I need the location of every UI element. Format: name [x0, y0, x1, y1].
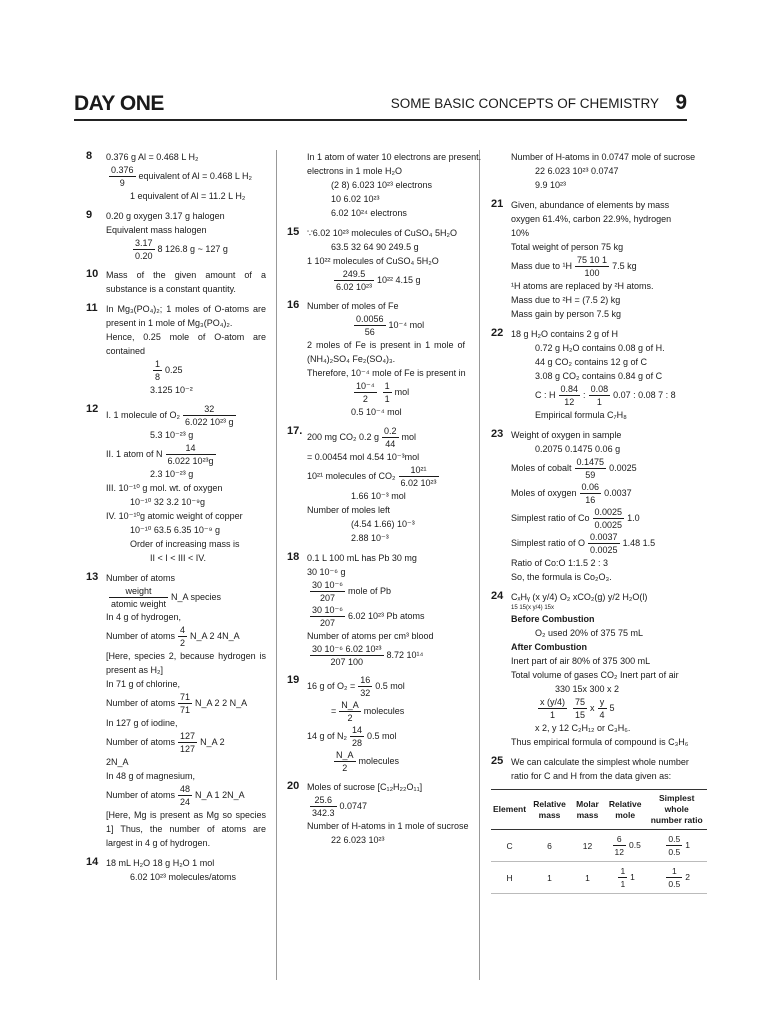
fraction: $\frac{0.1475}{59}$ — [576, 457, 605, 480]
fraction: $\frac{0.84}{12}$ — [560, 384, 579, 407]
column-header: Molar mass — [571, 790, 604, 830]
fraction: $\frac{\text{30 10⁻⁶}}{207}$ — [312, 605, 343, 628]
question-15 — [287, 226, 465, 293]
text-line: [Here, species 2, because hydrogen is present as H₂] — [106, 651, 266, 675]
question-number: 15 — [287, 226, 300, 238]
text-line: 18 mL H₂O 18 g H₂O 1 mol — [106, 858, 215, 868]
column-header: Element — [491, 790, 528, 830]
header-rule — [74, 119, 687, 121]
table-cell: $\frac{6}{12}$ 0.5 — [604, 830, 646, 862]
fraction: $\frac{\text{30 10⁻⁶}}{207}$ — [312, 580, 343, 603]
text-line: 30 10⁻⁶ g — [307, 567, 346, 577]
fraction: $\frac{25.6}{342.3}$ — [312, 795, 335, 818]
fraction: $\frac{0.376}{9}$ — [111, 165, 134, 188]
text-line: N_A species — [171, 591, 222, 602]
question-12 — [86, 403, 266, 565]
text-line: [Here, Mg is present as Mg so species 1] Thus, the number of atoms are largest in 4 g of hydrogen. — [106, 810, 266, 848]
question-number: 25 — [491, 755, 504, 767]
text-line: equivalent of Al = 0.468 L H₂ — [138, 170, 253, 181]
question-24 — [491, 590, 711, 749]
text-line: 8 126.8 g ~ 127 g — [157, 243, 228, 254]
text-line: = 0.00454 mol 4.54 10⁻³mol — [307, 452, 420, 462]
text-line: Mass of the given amount of a substance is a constant quantity. — [106, 270, 266, 294]
fraction: $\frac{4}{2}$ — [180, 625, 186, 648]
text-line: 330 15x 300 x 2 — [555, 684, 620, 694]
subheading: After Combustion — [511, 642, 587, 652]
question-number: 18 — [287, 551, 300, 563]
day-title: DAY ONE — [74, 92, 164, 115]
text-line: 0.5 10⁻⁴ mol — [351, 407, 402, 417]
text-line: 0.376 g Al = 0.468 L H₂ — [106, 152, 199, 162]
text-line: Empirical formula C₇H₈ — [535, 410, 627, 420]
question-25 — [491, 755, 711, 783]
column-middle — [287, 150, 482, 853]
question-number: 23 — [491, 428, 504, 440]
text-line: IV. 10⁻¹⁰g atomic weight of copper — [106, 511, 243, 521]
fraction: $\frac{0.08}{1}$ — [590, 384, 609, 407]
question-number: 12 — [86, 403, 99, 415]
text-line: Number of H-atoms in 0.0747 mole of sucrose — [511, 152, 696, 162]
question-number: 24 — [491, 590, 504, 602]
text-line: CₓHᵧ (x y/4) O₂ xCO₂(g) y/2 H₂O(l) — [511, 592, 648, 602]
question-number: 22 — [491, 327, 504, 339]
text-line: 0.5 mol — [367, 730, 397, 741]
text-line: molecules — [363, 705, 405, 716]
text-line: 63.5 32 64 90 249.5 g — [331, 242, 419, 252]
text-line: 1.48 1.5 — [622, 537, 656, 548]
fraction: $\frac{71}{71}$ — [180, 692, 191, 715]
text-line: 2.88 10⁻³ — [351, 533, 389, 543]
text-line: Moles of sucrose [C₁₂H₂₂O₁₁] — [307, 782, 423, 792]
text-line: 0.2075 0.1475 0.06 g — [535, 444, 621, 454]
text-line: molecules — [358, 755, 400, 766]
text-line: 18 g H₂O contains 2 g of H — [511, 329, 619, 339]
text-line: electrons in 1 mole H₂O — [307, 166, 403, 176]
fraction: $\frac{N\_A}{2}$ — [336, 750, 354, 773]
text-line: In 127 g of iodine, — [106, 718, 178, 728]
text-line: Number of atoms — [106, 736, 176, 747]
text-line: Total weight of person 75 kg — [511, 242, 624, 252]
text-line: Equivalent mass halogen — [106, 225, 207, 235]
question-9 — [86, 209, 266, 262]
text-line: Number of atoms — [106, 573, 176, 583]
fraction: $\frac{0.2}{44}$ — [384, 426, 397, 449]
chapter-title: SOME BASIC CONCEPTS OF CHEMISTRY — [390, 96, 659, 111]
text-line: 10 6.02 10²³ — [331, 194, 380, 204]
answer-continuation — [287, 150, 482, 220]
question-number: 19 — [287, 674, 300, 686]
fraction: $\frac{\text{30 10⁻⁶ 6.02 10²³}}{207 100}$ — [312, 644, 382, 667]
text-line: 1.0 — [627, 512, 640, 523]
text-line: 15 15(x y/4) 15x — [511, 605, 555, 611]
text-line: Simplest ratio of Co — [511, 512, 590, 523]
fraction: $\frac{75 10 1}{100}$ — [577, 255, 608, 278]
text-line: II < I < III < IV. — [150, 553, 206, 563]
fraction: $\frac{75}{15}$ — [575, 697, 586, 720]
question-10 — [86, 268, 266, 296]
fraction: $\frac{0.0056}{56}$ — [356, 314, 384, 337]
text-line: 2N_A — [106, 757, 129, 767]
column-left — [86, 150, 266, 890]
table-cell: C — [491, 830, 528, 862]
fraction: $\frac{x (y/4)}{1}$ — [540, 697, 566, 720]
text-line: I. 1 molecule of O₂ — [106, 409, 181, 420]
text-line: ∵6.02 10²³ molecules of CuSO₄ 5H₂O — [307, 228, 457, 238]
text-line: C : H — [535, 389, 556, 400]
fraction: $\frac{\text{10²¹}}{\text{6.02 10²³}}$ — [400, 465, 437, 488]
text-line: 0.25 — [165, 364, 183, 375]
question-number: 13 — [86, 571, 99, 583]
table-row — [491, 862, 707, 894]
text-line: Number of atoms — [106, 789, 176, 800]
text-line: 22 6.023 10²³ — [331, 835, 385, 845]
question-number: 20 — [287, 780, 300, 792]
text-line: 0.07 : 0.08 7 : 8 — [613, 389, 676, 400]
text-line: 6.02 10²⁴ electrons — [331, 208, 407, 218]
text-line: 5.3 10⁻²³ g — [150, 430, 194, 440]
text-line: (4.54 1.66) 10⁻³ — [351, 519, 415, 529]
text-line: III. 10⁻¹⁰ g mol. wt. of oxygen — [106, 483, 223, 493]
fraction: $\frac{1}{8}$ — [155, 359, 161, 382]
text-line: Moles of oxygen — [511, 487, 577, 498]
text-line: Number of moles of Fe — [307, 301, 399, 311]
text-line: (2 8) 6.023 10²³ electrons — [331, 180, 433, 190]
text-line: N_A 2 2 N_A — [195, 697, 248, 708]
text-line: 14 g of N₂ — [307, 730, 348, 741]
question-17 — [287, 425, 465, 545]
text-line: 0.20 g oxygen 3.17 g halogen — [106, 211, 225, 221]
table-cell: 1 — [528, 862, 571, 894]
question-13 — [86, 571, 266, 850]
text-line: We can calculate the simplest whole number ratio for C and H from the data given as: — [511, 757, 689, 781]
table-row — [491, 830, 707, 862]
column-divider — [276, 150, 277, 980]
question-22: 22 18 g H₂O contains 2 g of H 0.72 g H₂O contains 0.08 g of H. 44 g CO₂ contains 12 g of C 3.08 g CO₂ contains 0.84 g of C C : H $\frac{0.84}{12}$ : $\frac{0.08}{1}$ 0.07 : 0.08 7 : 8 Empirical formula C₇H₈ — [491, 327, 711, 422]
text-line: 2 moles of Fe is present in 1 mole of (NH₄)₂SO₄ Fe₂(SO₄)₃. — [307, 340, 465, 364]
question-18 — [287, 551, 465, 668]
page-header — [74, 92, 687, 116]
text-line: Hence, 0.25 mole of O-atom are contained — [106, 332, 266, 356]
text-line: Number of moles left — [307, 505, 391, 515]
text-line: 2.3 10⁻²³ g — [150, 469, 194, 479]
table-cell: 1 — [571, 862, 604, 894]
text-line: In 1 atom of water 10 electrons are present. — [307, 152, 482, 162]
text-line: 6.02 10²³ Pb atoms — [347, 610, 425, 621]
text-line: Thus empirical formula of compound is C₃H₆ — [511, 737, 689, 747]
text-line: N_A 1 2N_A — [195, 789, 245, 800]
text-line: 0.0037 — [604, 487, 632, 498]
text-line: 9.9 10²³ — [535, 180, 567, 190]
text-line: Mass due to ¹H — [511, 260, 573, 271]
text-line: 200 mg CO₂ 0.2 g — [307, 431, 380, 442]
text-line: Inert part of air 80% of 375 300 mL — [511, 656, 651, 666]
subheading: Before Combustion — [511, 614, 595, 624]
column-right — [491, 150, 711, 894]
text-line: 10²² 4.15 g — [377, 274, 421, 285]
fraction: $\frac{N\_A}{2}$ — [341, 700, 359, 723]
text-line: 3.125 10⁻² — [150, 385, 193, 395]
question-number: 10 — [86, 268, 99, 280]
fraction: $\frac{32}{\text{6.022 10²³ g}}$ — [185, 404, 234, 427]
text-line: x — [590, 702, 595, 713]
text-line: Ratio of Co:O 1:1.5 2 : 3 — [511, 558, 609, 568]
text-line: 0.0747 — [339, 800, 368, 811]
text-line: 10⁻¹⁰ 63.5 6.35 10⁻⁹ g — [130, 525, 221, 535]
fraction: $\frac{\text{10⁻⁴}}{2}$ — [356, 381, 375, 404]
question-20 — [287, 780, 469, 847]
text-line: 8.72 10¹⁴ — [386, 649, 424, 660]
text-line: mole of Pb — [347, 585, 392, 596]
fraction: $\frac{14}{28}$ — [352, 725, 363, 748]
text-line: Number of atoms — [106, 697, 176, 708]
table-cell: $\frac{1}{1}$ 1 — [604, 862, 646, 894]
text-line: mol — [394, 386, 410, 397]
table-cell: $\frac{0.5}{0.5}$ 1 — [646, 830, 707, 862]
text-line: 0.0025 — [609, 462, 637, 473]
column-header: Relative mole — [604, 790, 646, 830]
column-header: Relative mass — [528, 790, 571, 830]
text-line: In 4 g of hydrogen, — [106, 612, 182, 622]
text-line: In 71 g of chlorine, — [106, 679, 181, 689]
text-line: = — [331, 705, 337, 716]
text-line: 0.72 g H₂O contains 0.08 g of H. — [535, 343, 665, 353]
text-line: 5 — [609, 702, 615, 713]
text-line: x 2, y 12 C₂H₁₂ or C₃H₆. — [535, 723, 631, 733]
text-line: So, the formula is Co₂O₃. — [511, 572, 612, 582]
text-line: N_A 2 4N_A — [190, 630, 240, 641]
text-line: 22 6.023 10²³ 0.0747 — [535, 166, 619, 176]
question-21 — [491, 198, 711, 321]
text-line: Therefore, 10⁻⁴ mole of Fe is present in — [307, 368, 466, 378]
question-number: 9 — [86, 209, 93, 221]
text-line: 1.66 10⁻³ mol — [351, 491, 406, 501]
fraction: $\frac{\text{weight}}{\text{atomic weight}}$ — [111, 586, 167, 609]
question-number: 21 — [491, 198, 504, 210]
text-line: 3.08 g CO₂ contains 0.84 g of C — [535, 371, 663, 381]
text-line: II. 1 atom of N — [106, 448, 163, 459]
question-number: 11 — [86, 302, 98, 314]
fraction: $\frac{48}{24}$ — [180, 784, 191, 807]
fraction: $\frac{16}{32}$ — [360, 675, 371, 698]
text-line: 1 10²² molecules of CuSO₄ 5H₂O — [307, 256, 439, 266]
fraction: $\frac{3.17}{0.20}$ — [135, 238, 153, 261]
fraction: $\frac{1}{1}$ — [384, 381, 390, 404]
text-line: 16 g of O₂ = — [307, 680, 356, 691]
text-line: mol — [401, 431, 417, 442]
text-line: Order of increasing mass is — [130, 539, 240, 549]
question-23 — [491, 428, 711, 584]
text-line: 10⁻¹⁰ 32 3.2 10⁻⁹g — [130, 497, 206, 507]
text-line: 44 g CO₂ contains 12 g of C — [535, 357, 648, 367]
text-line: 6.02 10²³ molecules/atoms — [130, 872, 237, 882]
answer-continuation — [491, 150, 711, 192]
table-cell: H — [491, 862, 528, 894]
table-header-row — [491, 790, 707, 830]
fraction: $\frac{0.0037}{0.0025}$ — [590, 532, 618, 555]
fraction: $\frac{127}{127}$ — [180, 731, 196, 754]
text-line: Total volume of gases CO₂ Inert part of air — [511, 670, 679, 680]
text-line: 0.5 mol — [375, 680, 405, 691]
fraction: $\frac{249.5}{\text{6.02 10²³}}$ — [336, 269, 373, 292]
question-11 — [86, 302, 266, 397]
question-number: 8 — [86, 150, 93, 162]
text-line: Number of atoms — [106, 630, 176, 641]
page-number: 9 — [675, 91, 687, 114]
text-line: O₂ used 20% of 375 75 mL — [535, 628, 644, 638]
question-19 — [287, 674, 465, 774]
question-number: 14 — [86, 856, 99, 868]
question-number: 17. — [287, 425, 303, 437]
text-line: ¹H atoms are replaced by ²H atoms. — [511, 281, 654, 291]
text-line: 1 equivalent of Al = 11.2 L H₂ — [130, 191, 246, 201]
column-header: Simplest whole number ratio — [646, 790, 707, 830]
text-line: Mass gain by person 7.5 kg — [511, 309, 622, 319]
text-line: N_A 2 — [200, 736, 225, 747]
text-line: Given, abundance of elements by mass oxygen 61.4%, carbon 22.9%, hydrogen 10% — [511, 200, 672, 238]
text-line: Moles of cobalt — [511, 462, 572, 473]
question-number: 16 — [287, 299, 300, 311]
text-line: Number of atoms per cm³ blood — [307, 631, 434, 641]
column-divider — [479, 150, 480, 980]
text-line: Mass due to ²H = (7.5 2) kg — [511, 295, 621, 305]
text-line: In Mg₃(PO₄)₂; 1 moles of O-atoms are present in 1 mole of Mg₃(PO₄)₂. — [106, 304, 266, 328]
table-cell: $\frac{1}{0.5}$ 2 — [646, 862, 707, 894]
text-line: 7.5 kg — [612, 260, 637, 271]
fraction: $\frac{0.0025}{0.0025}$ — [594, 507, 623, 530]
text-line: Number of H-atoms in 1 mole of sucrose — [307, 821, 469, 831]
text-line: Weight of oxygen in sample — [511, 430, 622, 440]
text-line: 10²¹ molecules of CO₂ — [307, 470, 396, 481]
text-line: 10⁻⁴ mol — [388, 319, 425, 330]
question-14 — [86, 856, 266, 884]
fraction: $\frac{0.06}{16}$ — [581, 482, 600, 505]
question-8 — [86, 150, 266, 203]
text-line: 0.1 L 100 mL has Pb 30 mg — [307, 553, 417, 563]
data-table — [491, 789, 707, 894]
fraction: $\frac{y}{4}$ — [599, 697, 605, 720]
fraction: $\frac{14}{\text{6.022 10²³g}}$ — [167, 443, 214, 466]
question-16 — [287, 299, 465, 419]
table-cell: 6 — [528, 830, 571, 862]
text-line: Simplest ratio of O — [511, 537, 586, 548]
table-cell: 12 — [571, 830, 604, 862]
text-line: In 48 g of magnesium, — [106, 771, 196, 781]
